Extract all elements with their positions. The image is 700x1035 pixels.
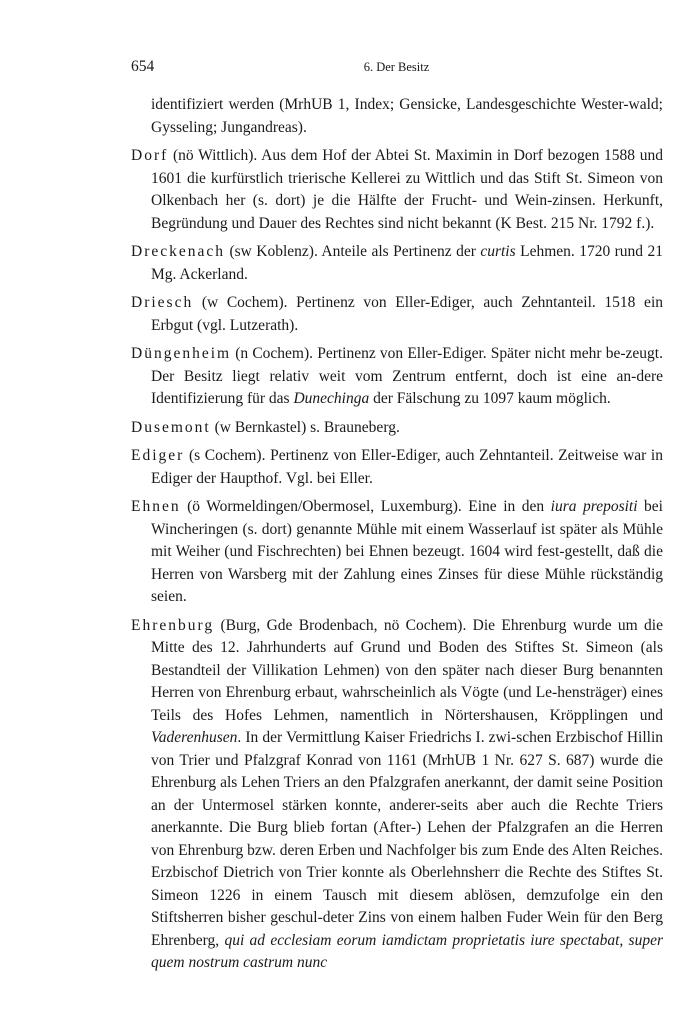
entry-headword: Dorf bbox=[131, 147, 169, 164]
gazetteer-entry bbox=[131, 445, 663, 490]
gazetteer-entry bbox=[131, 292, 663, 337]
entry-text: (w Bernkastel) s. Brauneberg. bbox=[210, 418, 400, 436]
entry-headword: Ediger bbox=[131, 447, 185, 464]
page-header bbox=[131, 58, 662, 80]
entry-text: (sw Koblenz). Anteile als Pertinenz der bbox=[225, 243, 481, 260]
entry-headword: Driesch bbox=[131, 294, 194, 311]
gazetteer-entry bbox=[131, 615, 663, 975]
entry-text-italic: Dunechinga bbox=[293, 390, 370, 407]
gazetteer-entry bbox=[131, 145, 663, 235]
entry-headword: Ehnen bbox=[131, 498, 181, 515]
gazetteer-entry bbox=[131, 496, 663, 609]
entry-text: (ö Wormeldingen/Obermosel, Luxemburg). Eine in den bbox=[180, 498, 551, 515]
entry-continuation bbox=[131, 94, 663, 139]
entry-text: (s Cochem). Pertinenz von Eller-Ediger, auch Zehntanteil. Zeitweise war in Ediger der Haupthof. Vgl. bei Eller. bbox=[151, 447, 663, 487]
gazetteer-entry bbox=[131, 343, 663, 411]
entry-headword: Ehrenburg bbox=[131, 616, 215, 634]
entry-headword: Düngenheim bbox=[131, 345, 232, 362]
entry-text: (n Cochem). Pertinenz von Eller-Ediger. Später nicht mehr be-zeugt. Der Besitz liegt relativ weit vom Zentrum entfernt, doch ist eine an-dere Identifizierung für das bbox=[151, 345, 663, 407]
entry-text: Lehmen. 1720 rund 21 Mg. Ackerland. bbox=[151, 243, 663, 283]
entry-text-italic: Vaderenhusen bbox=[151, 729, 238, 746]
gazetteer-entry bbox=[131, 417, 663, 440]
entry-text-italic: qui ad ecclesiam eorum iamdictam proprietatis iure spectabat, super quem nostrum castrum nunc bbox=[151, 931, 663, 971]
running-title: 6. Der Besitz bbox=[363, 60, 430, 74]
entry-text: identifiziert werden (MrhUB 1, Index; Gensicke, Landesgeschichte Wester-wald; Gysseling; Jungandreas). bbox=[151, 96, 663, 136]
entry-headword: Dreckenach bbox=[131, 243, 226, 260]
body-text bbox=[131, 94, 663, 981]
gazetteer-entry bbox=[131, 241, 663, 286]
entry-text: (nö Wittlich). Aus dem Hof der Abtei St. Maximin in Dorf bezogen 1588 und 1601 die kurfürstlich trierische Kellerei zu Wittlich und das Stift St. Simeon von Olkenbach her (s. dort) je die Hälfte der Frucht- und Wein-zinsen. Herkunft, Begründung und Dauer des Rechtes sind nicht bekannt (K Best. 215 Nr. 1792 f.). bbox=[151, 147, 663, 232]
page-number: 654 bbox=[131, 58, 155, 75]
entry-text-italic: iura prepositi bbox=[550, 498, 638, 515]
entry-text: der Fälschung zu 1097 kaum möglich. bbox=[369, 390, 611, 407]
entry-headword: Dusemont bbox=[131, 418, 211, 436]
entry-text-italic: curtis bbox=[480, 243, 516, 260]
entry-text: bei Wincheringen (s. dort) genannte Mühle mit einem Wasserlauf ist später als Mühle mit Weiher (und Fischrechten) bei Ehnen bezeugt. 1604 wird fest-gestellt, daß die Herren von Warsberg mit der Zahlung eines Zinses für diese Mühle rückständig seien. bbox=[151, 498, 663, 605]
entry-text: (w Cochem). Pertinenz von Eller-Ediger, auch Zehntanteil. 1518 ein Erbgut (vgl. Lutzerath). bbox=[151, 294, 663, 334]
entry-text: . In der Vermittlung Kaiser Friedrichs I. zwi-schen Erzbischof Hillin von Trier und Pfalzgraf Konrad von 1161 (MrhUB 1 Nr. 627 S. 687) wurde die Ehrenburg als Lehen Triers an den Pfalzgrafen anerkannt, der damit seine Position an der Untermosel stärken konnte, anderer-seits aber auch die Rechte Triers anerkannte. Die Burg blieb fortan (After-) Lehen der Pfalzgrafen an die Herren von Ehrenburg bzw. deren Erben und Nachfolger bis zum Ende des Alten Reiches. Erzbischof Dietrich von Trier konnte als Oberlehnsherr die Rechte des Stiftes St. Simeon 1226 in einem Tausch mit diesem ablösen, demzufolge ein den Stiftsherren bisher geschul-deter Zins von einem halben Fuder Wein für den Berg Ehrenberg, bbox=[151, 729, 663, 949]
entry-text: (Burg, Gde Brodenbach, nö Cochem). Die Ehrenburg wurde um die Mitte des 12. Jahrhunderts auf Grund und Boden des Stiftes St. Simeon (als Bestandteil der Villikation Lehmen) von den später nach dieser Burg benannten Herren von Ehrenburg erbaut, wahrscheinlich als Vögte (und Le-hensträger) eines Teils des Hofes Lehmen, namentlich in Nörtershausen, Kröpplingen und bbox=[151, 616, 663, 724]
